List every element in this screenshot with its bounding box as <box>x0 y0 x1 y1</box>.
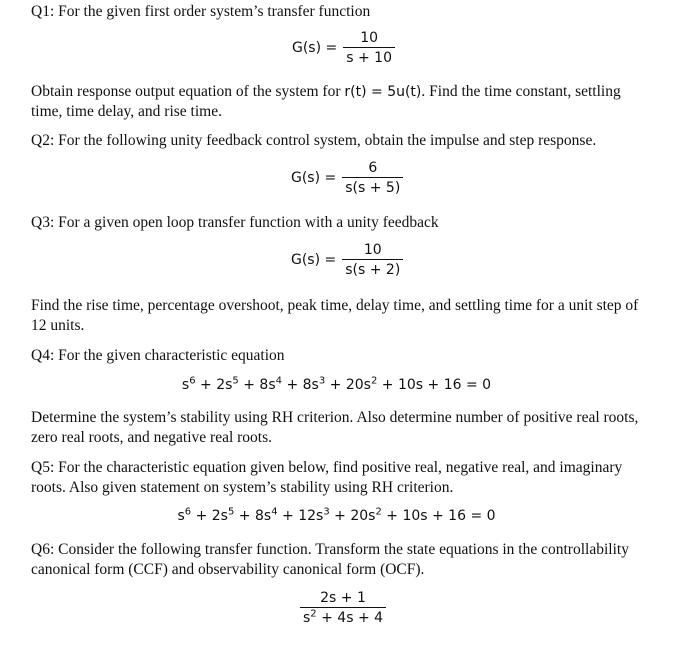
q1-input-signal: r(t) = 5u(t) <box>344 84 422 100</box>
q5-characteristic-equation: $s^6 + 2s^5 + 8s^4 + 12s^3 + 20s^2 + 10s + 16 = 0$ <box>177 506 496 524</box>
q1-denominator: s + 10 <box>343 47 395 66</box>
q6-denominator: $s^2 + 4s + 4$ <box>300 607 386 626</box>
q1-transfer-function <box>292 30 395 66</box>
q4-instructions: Determine the system’s stability using RH criterion. Also determine number of positive real roots, zero real roots, and negative real roots. <box>31 409 639 446</box>
q6-transfer-function <box>300 590 386 626</box>
q2-transfer-function <box>291 160 403 196</box>
q3-instructions: Find the rise time, percentage overshoot, peak time, delay time, and settling time for a unit step of 12 units. <box>31 297 639 334</box>
q6-instructions: Q6: Consider the following transfer function. Transform the state equations in the controllability canonical form (CCF) and observability canonical form (OCF). <box>31 541 629 578</box>
q2-lhs: G(s) = <box>291 170 337 186</box>
q1-title: Q1: For the given first order system’s transfer function <box>31 3 371 20</box>
q5-instructions: Q5: For the characteristic equation given below, find positive real, negative real, and imaginary roots. Also given statement on system’s stability using RH criterion. <box>31 459 623 496</box>
q2-numerator: 6 <box>368 160 378 176</box>
q6-numerator: 2s + 1 <box>320 590 366 606</box>
q1-lhs: G(s) = <box>292 40 338 56</box>
q3-denominator: s(s + 2) <box>342 259 403 278</box>
q3-title: Q3: For a given open loop transfer function with a unity feedback <box>31 214 439 231</box>
q3-lhs: G(s) = <box>291 252 337 268</box>
q1-numerator: 10 <box>360 30 379 46</box>
q2-denominator: s(s + 5) <box>342 177 403 196</box>
q4-title: Q4: For the given characteristic equation <box>31 347 285 364</box>
q3-transfer-function <box>291 242 403 278</box>
q4-characteristic-equation: $s^6 + 2s^5 + 8s^4 + 8s^3 + 20s^2 + 10s + 16 = 0$ <box>181 375 492 393</box>
q1-instructions: Obtain response output equation of the system for r(t) = 5u(t). Find the time constant, settling time, time delay, and rise time. <box>31 83 621 120</box>
q2-title: Q2: For the following unity feedback control system, obtain the impulse and step response. <box>31 132 597 149</box>
q3-numerator: 10 <box>363 242 382 258</box>
